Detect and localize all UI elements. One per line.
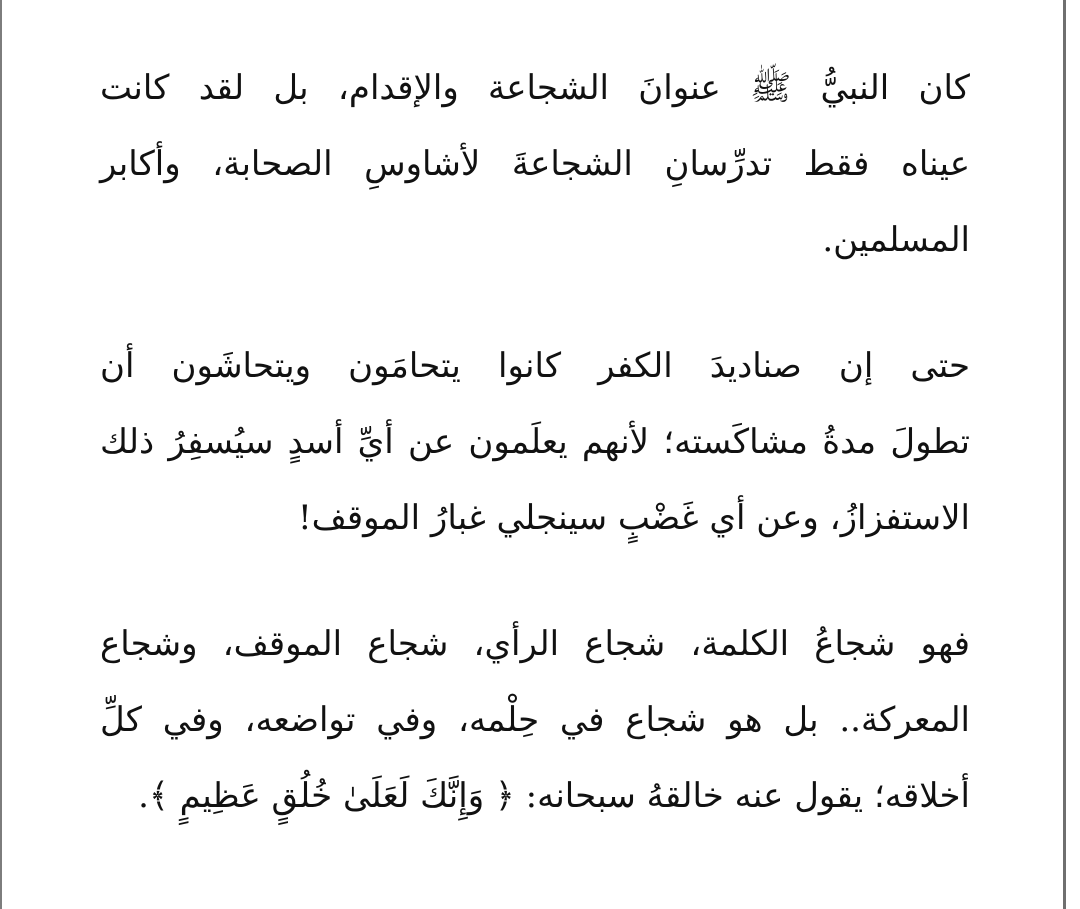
text-line: تطولَ مدةُ مشاكَسته؛ لأنهم يعلَمون عن أيِّ أسدٍ سيُسفِرُ ذلك [100, 422, 970, 462]
text-line: كان النبيُّ ﷺ عنوانَ الشجاعة والإقدام، بل لقد كانت [100, 68, 970, 108]
paragraph-spacer [100, 278, 970, 328]
paragraph-2 [100, 328, 970, 556]
text-line: عيناه فقط تدرِّسانِ الشجاعةَ لأشاوسِ الصحابة، وأكابر [100, 144, 970, 184]
text-line: حتى إن صناديدَ الكفر كانوا يتحامَون ويتحاشَون أن [100, 346, 970, 386]
paragraph-1 [100, 50, 970, 278]
text-line: الاستفزازُ، وعن أي غَضْبٍ سينجلي غبارُ الموقف! [297, 498, 970, 538]
text-line: أخلاقه؛ يقول عنه خالقهُ سبحانه: ﴿ وَإِنَّكَ لَعَلَىٰ خُلُقٍ عَظِيمٍ ﴾. [138, 776, 970, 816]
paragraph-spacer [100, 556, 970, 606]
text-line: فهو شجاعُ الكلمة، شجاع الرأي، شجاع الموقف، وشجاع [100, 624, 970, 664]
text-line: المسلمين. [822, 220, 970, 260]
paragraph-3 [100, 606, 970, 834]
text-line: المعركة.. بل هو شجاع في حِلْمه، وفي تواضعه، وفي كلِّ [100, 700, 970, 740]
left-border [0, 0, 2, 909]
right-border [1063, 0, 1066, 909]
text-body [100, 50, 970, 834]
